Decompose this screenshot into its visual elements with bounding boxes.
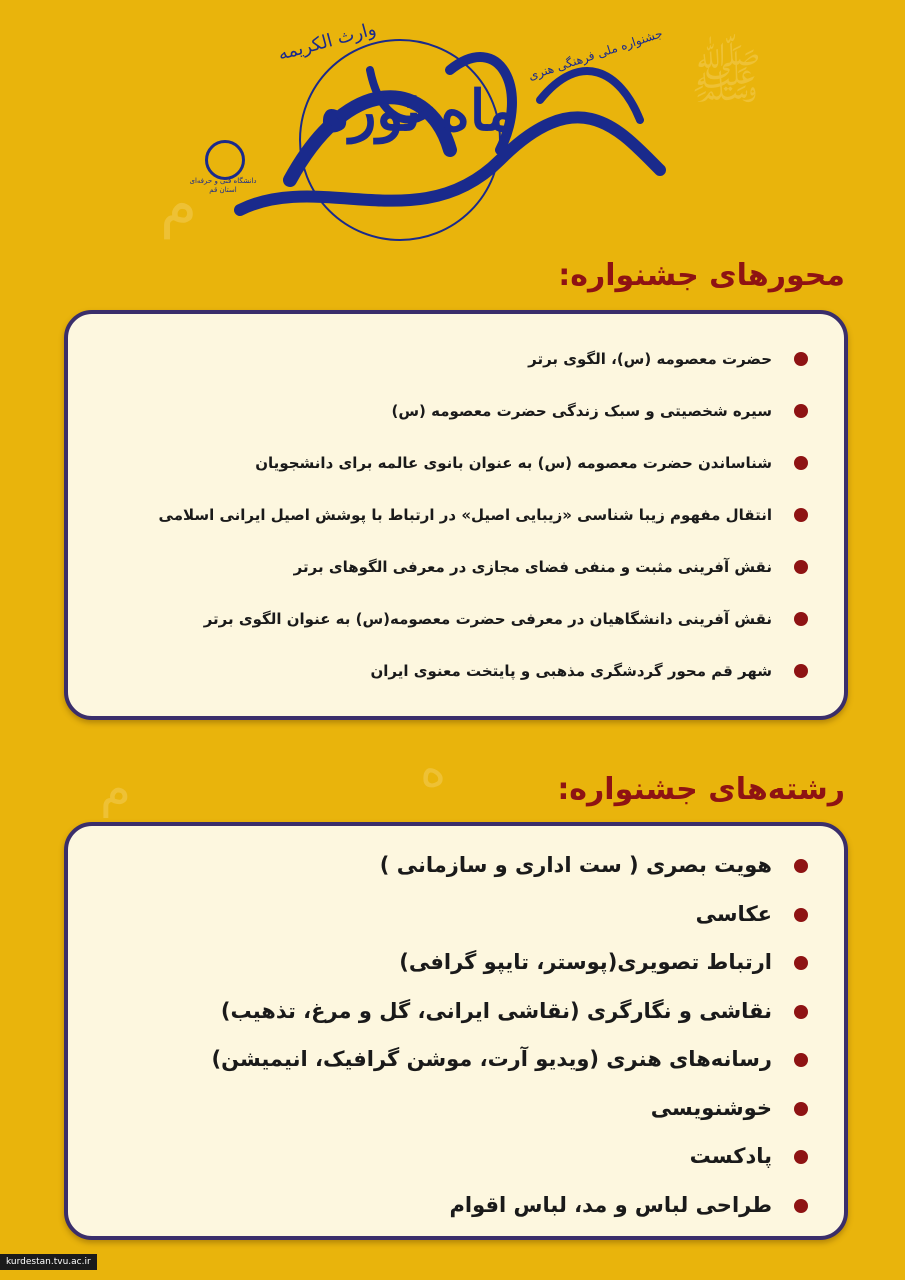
logo-title: ماه ثوره — [320, 78, 517, 144]
axis-text: انتقال مفهوم زیبا شناسی «زیبایی اصیل» در ارتباط با پوشش اصیل ایرانی اسلامی — [158, 506, 772, 524]
bullet-icon — [794, 908, 808, 922]
bullet-icon — [794, 1053, 808, 1067]
bullet-icon — [794, 859, 808, 873]
list-item — [68, 552, 844, 604]
bg-decoration: م — [100, 760, 131, 818]
logo-subtitle: جشنواره ملی فرهنگی هنری — [526, 26, 665, 83]
axes-panel — [64, 310, 848, 720]
axis-text: نقش آفرینی مثبت و منفی فضای مجازی در معرفی الگوهای برتر — [293, 558, 772, 576]
field-text: خوشنویسی — [650, 1095, 772, 1120]
bg-decoration: ه — [420, 740, 447, 798]
bullet-icon — [794, 612, 808, 626]
list-item — [68, 500, 844, 552]
field-text: رسانه‌های هنری (ویدیو آرت، موشن گرافیک، انیمیشن) — [211, 1047, 772, 1071]
axis-text: سیره شخصیتی و سبک زندگی حضرت معصومه (س) — [391, 402, 772, 420]
field-text: ارتباط تصویری(پوستر، تایپو گرافی) — [399, 950, 772, 974]
axis-text: شهر قم محور گردشگری مذهبی و پایتخت معنوی ایران — [370, 662, 772, 680]
festival-logo — [200, 10, 680, 250]
bullet-icon — [794, 1150, 808, 1164]
fields-list — [68, 826, 844, 1236]
festival-header — [0, 0, 905, 260]
bullet-icon — [794, 1102, 808, 1116]
logo-tagline: وارث الکریمه — [275, 18, 379, 65]
bg-decoration: ﷺ — [690, 42, 763, 112]
bullet-icon — [794, 1199, 808, 1213]
bullet-icon — [794, 956, 808, 970]
field-text: عکاسی — [695, 901, 772, 926]
university-caption: دانشگاه فنی و حرفه‌ای استان قم — [189, 177, 257, 194]
bullet-icon — [794, 664, 808, 678]
bullet-icon — [794, 456, 808, 470]
list-item — [68, 396, 844, 448]
bg-decoration: م — [160, 170, 198, 240]
source-watermark[interactable]: kurdestan.tvu.ac.ir — [0, 1254, 97, 1270]
axes-list — [68, 314, 844, 708]
list-item — [68, 1091, 844, 1140]
bullet-icon — [794, 404, 808, 418]
list-item — [68, 1188, 844, 1237]
list-item — [68, 448, 844, 500]
list-item — [68, 897, 844, 946]
bullet-icon — [794, 352, 808, 366]
list-item — [68, 848, 844, 897]
field-text: طراحی لباس و مد، لباس اقوام — [449, 1192, 772, 1217]
list-item — [68, 656, 844, 708]
bullet-icon — [794, 508, 808, 522]
list-item — [68, 994, 844, 1043]
bullet-icon — [794, 560, 808, 574]
field-text: نقاشی و نگارگری (نقاشی ایرانی، گل و مرغ، تذهیب) — [220, 998, 772, 1023]
field-text: پادکست — [689, 1144, 772, 1168]
list-item — [68, 1042, 844, 1091]
field-text: هویت بصری ( ست اداری و سازمانی ) — [379, 853, 772, 877]
axis-text: حضرت معصومه (س)، الگوی برتر — [528, 350, 772, 368]
bullet-icon — [794, 1005, 808, 1019]
axis-text: نقش آفرینی دانشگاهیان در معرفی حضرت معصومه(س) به عنوان الگوی برتر — [203, 610, 772, 628]
university-emblem-icon — [205, 140, 245, 180]
fields-panel — [64, 822, 848, 1240]
fields-title: رشته‌های جشنواره: — [557, 772, 845, 807]
axis-text: شناساندن حضرت معصومه (س) به عنوان بانوی عالمه برای دانشجویان — [255, 454, 772, 472]
list-item — [68, 604, 844, 656]
list-item — [68, 344, 844, 396]
axes-title: محورهای جشنواره: — [558, 258, 845, 293]
list-item — [68, 945, 844, 994]
list-item — [68, 1139, 844, 1188]
